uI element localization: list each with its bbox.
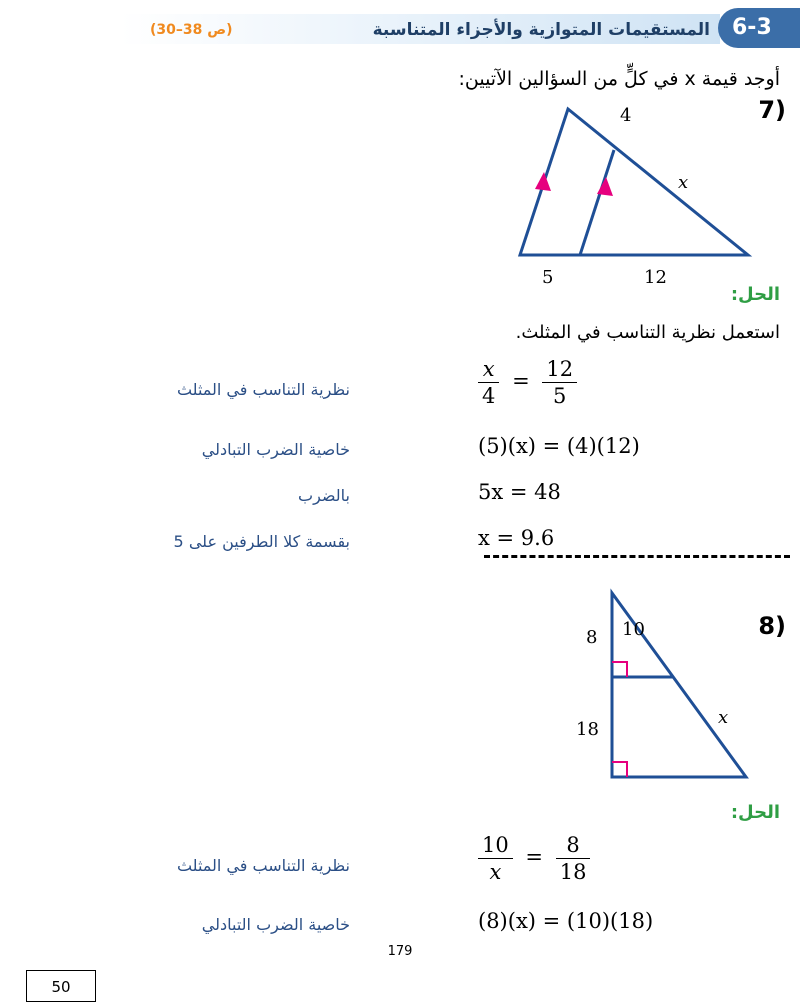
- label-hyp-10: 10: [622, 619, 645, 640]
- p8-step2-reason: خاصية الضرب التبادلي: [201, 915, 350, 934]
- numerator: 12: [546, 357, 574, 381]
- page-number: 179: [387, 944, 413, 959]
- instruction-text: أوجد قيمة x في كلٍّ من السؤالين الآتيين:: [458, 68, 780, 90]
- problem-7-number: (7: [758, 96, 786, 124]
- right-angle-mark-icon: [612, 762, 627, 777]
- denominator: 4: [482, 384, 496, 408]
- numerator: 10: [482, 833, 509, 857]
- fraction: [478, 832, 513, 885]
- numerator: x: [482, 357, 495, 381]
- denominator: 5: [553, 384, 567, 408]
- problem-7-solution-label: الحل:: [730, 284, 780, 305]
- p7-step2-reason: خاصية الضرب التبادلي: [201, 440, 350, 459]
- p8-step2-equation: (8)(x) = (10)(18): [478, 909, 654, 933]
- fraction: [556, 832, 591, 885]
- problem-8-solution-label: الحل:: [730, 802, 780, 823]
- problem-7-intro: استعمل نظرية التناسب في المثلث.: [515, 322, 780, 343]
- parallel-arrow-right-icon: [597, 177, 613, 196]
- lesson-number-badge: 6-3: [718, 8, 800, 48]
- p7-step2-equation: (5)(x) = (4)(12): [478, 434, 640, 458]
- section-divider: [484, 555, 790, 558]
- label-bottom-5: 5: [542, 267, 554, 288]
- equals-sign: =: [512, 369, 530, 393]
- p7-step4-reason: بقسمة كلا الطرفين على 5: [173, 532, 350, 551]
- right-angle-mark-icon: [612, 662, 627, 677]
- label-hyp-x: x: [718, 707, 729, 728]
- p8-step1-reason: نظرية التناسب في المثلث: [176, 856, 350, 875]
- numerator: 8: [566, 833, 580, 857]
- parallel-segment: [580, 150, 614, 255]
- p7-step1-equation: [478, 356, 577, 409]
- denominator: 18: [559, 860, 587, 884]
- parallel-arrow-left-icon: [535, 172, 551, 191]
- p8-step1-equation: [478, 832, 590, 885]
- lesson-page-range: (ص 38–30): [150, 22, 233, 38]
- equals-sign: =: [525, 845, 544, 869]
- p7-step3-reason: بالضرب: [298, 486, 350, 505]
- p7-step1-reason: نظرية التناسب في المثلث: [176, 380, 350, 399]
- lesson-title: المستقيمات المتوازية والأجزاء المتناسبة: [372, 20, 710, 40]
- label-side-x: x: [678, 172, 689, 193]
- problem-8-figure: [570, 585, 770, 785]
- page-box-number: 50: [26, 970, 96, 1002]
- problem-8-number: (8: [758, 612, 786, 640]
- problem-7-figure: [500, 95, 770, 295]
- denominator: x: [489, 860, 502, 884]
- label-bottom-12: 12: [644, 267, 667, 288]
- p7-step3-equation: 5x = 48: [478, 480, 561, 504]
- fraction: [478, 356, 499, 409]
- label-top-4: 4: [620, 105, 632, 126]
- label-left-8: 8: [586, 627, 598, 648]
- label-left-18: 18: [576, 719, 599, 740]
- fraction: [542, 356, 577, 409]
- triangle-outline: [520, 109, 748, 255]
- p7-step4-equation: x = 9.6: [478, 526, 555, 550]
